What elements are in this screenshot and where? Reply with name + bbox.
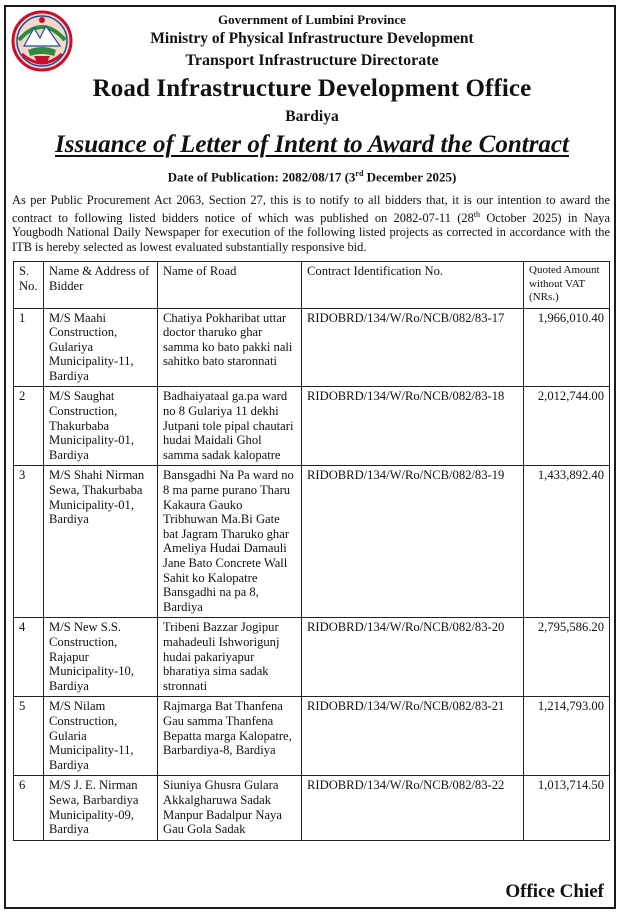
office-name: Road Infrastructure Development Office — [92, 75, 532, 102]
cell-road: Siuniya Ghusra Gulara Akkalgharuwa Sadak Manpur Badalpur Naya Gau Gola Sadak — [158, 776, 302, 840]
signoff-office-chief: Office Chief — [505, 881, 604, 902]
publication-date — [0, 169, 624, 185]
table-row — [14, 618, 610, 697]
cell-bidder: M/S Maahi Construction, Gulariya Municipality-11, Bardiya — [44, 308, 158, 387]
district-name: Bardiya — [285, 108, 339, 125]
cell-sn: 4 — [14, 618, 44, 697]
header-sn: S. No. — [14, 262, 44, 309]
cell-bidder: M/S J. E. Nirman Sewa, Barbardiya Municipality-09, Bardiya — [44, 776, 158, 840]
table-row — [14, 387, 610, 466]
cell-contract-id: RIDOBRD/134/W/Ro/NCB/082/83-21 — [302, 697, 524, 776]
cell-contract-id: RIDOBRD/134/W/Ro/NCB/082/83-20 — [302, 618, 524, 697]
header-amount: Quoted Amount without VAT (NRs.) — [524, 262, 610, 309]
table-row — [14, 697, 610, 776]
cell-contract-id: RIDOBRD/134/W/Ro/NCB/082/83-19 — [302, 466, 524, 618]
cell-road: Chatiya Pokharibat uttar doctor tharuko ghar samma ko bato pakki nali sahitko bato staronnati — [158, 308, 302, 387]
cell-sn: 6 — [14, 776, 44, 840]
table-header-row — [14, 262, 610, 309]
intro-date-suffix: th — [473, 209, 481, 219]
cell-sn: 1 — [14, 308, 44, 387]
intro-text-part1: As per Public Procurement Act 2063, Section 27, this is to notify to all bidders that, it is our intention to award the contract to following listed bidders notice of which was published on 2082-07-11 (28 — [12, 193, 610, 225]
cell-contract-id: RIDOBRD/134/W/Ro/NCB/082/83-17 — [302, 308, 524, 387]
cell-road: Badhaiyataal ga.pa ward no 8 Gulariya 11 dekhi Jutpani tole pipal chautari hudai Maidali Ghol samma sadak kalopatre — [158, 387, 302, 466]
awards-table — [13, 261, 610, 841]
ministry-name: Ministry of Physical Infrastructure Development — [150, 30, 474, 47]
cell-sn: 5 — [14, 697, 44, 776]
cell-amount: 2,795,586.20 — [524, 618, 610, 697]
cell-road: Bansgadhi Na Pa ward no 8 ma parne purano Tharu Kakaura Gauko Tribhuwan Ma.Bi Gate bat Jagram Tharuko ghar Ameliya Hudai Damauli Jane Bato Concrete Wall Sahit ko Kalopatre Bansgadhi na pa 8, Bardiya — [158, 466, 302, 618]
publication-date-suffix: rd — [355, 169, 364, 178]
header-bidder: Name & Address of Bidder — [44, 262, 158, 309]
cell-sn: 2 — [14, 387, 44, 466]
cell-contract-id: RIDOBRD/134/W/Ro/NCB/082/83-18 — [302, 387, 524, 466]
cell-bidder: M/S New S.S. Construction, Rajapur Municipality-10, Bardiya — [44, 618, 158, 697]
cell-amount: 2,012,744.00 — [524, 387, 610, 466]
notice-title: Issuance of Letter of Intent to Award the Contract — [55, 131, 569, 158]
government-name: Government of Lumbini Province — [218, 12, 406, 27]
publication-date-tail: December 2025) — [363, 169, 457, 185]
table-row — [14, 776, 610, 840]
cell-road: Tribeni Bazzar Jogipur mahadeuli Ishworigunj hudai pakariyapur bharatiya sima sadak stronnati — [158, 618, 302, 697]
cell-bidder: M/S Saughat Construction, Thakurbaba Municipality-01, Bardiya — [44, 387, 158, 466]
cell-amount: 1,013,714.50 — [524, 776, 610, 840]
cell-sn: 3 — [14, 466, 44, 618]
cell-contract-id: RIDOBRD/134/W/Ro/NCB/082/83-22 — [302, 776, 524, 840]
cell-amount: 1,433,892.40 — [524, 466, 610, 618]
header-contract-id: Contract Identification No. — [302, 262, 524, 309]
table-row — [14, 466, 610, 618]
publication-date-label: Date of Publication: 2082/08/17 (3 — [167, 169, 356, 185]
cell-road: Rajmarga Bat Thanfena Gau samma Thanfena Bepatta marga Kalopatre, Barbardiya-8, Bardiya — [158, 697, 302, 776]
cell-amount: 1,214,793.00 — [524, 697, 610, 776]
cell-bidder: M/S Shahi Nirman Sewa, Thakurbaba Municipality-01, Bardiya — [44, 466, 158, 618]
table-row — [14, 308, 610, 387]
intro-paragraph — [12, 193, 610, 255]
cell-amount: 1,966,010.40 — [524, 308, 610, 387]
cell-bidder: M/S Nilam Construction, Gularia Municipality-11, Bardiya — [44, 697, 158, 776]
header-road: Name of Road — [158, 262, 302, 309]
intro-text-part2: October 2025) in Naya Yougbodh National Daily Newspaper for execution of the following listed projects as corrected in accordance with the ITB is hereby selected as lowest evaluated substantially responsive bid. — [12, 210, 610, 254]
directorate-name: Transport Infrastructure Directorate — [185, 52, 439, 69]
